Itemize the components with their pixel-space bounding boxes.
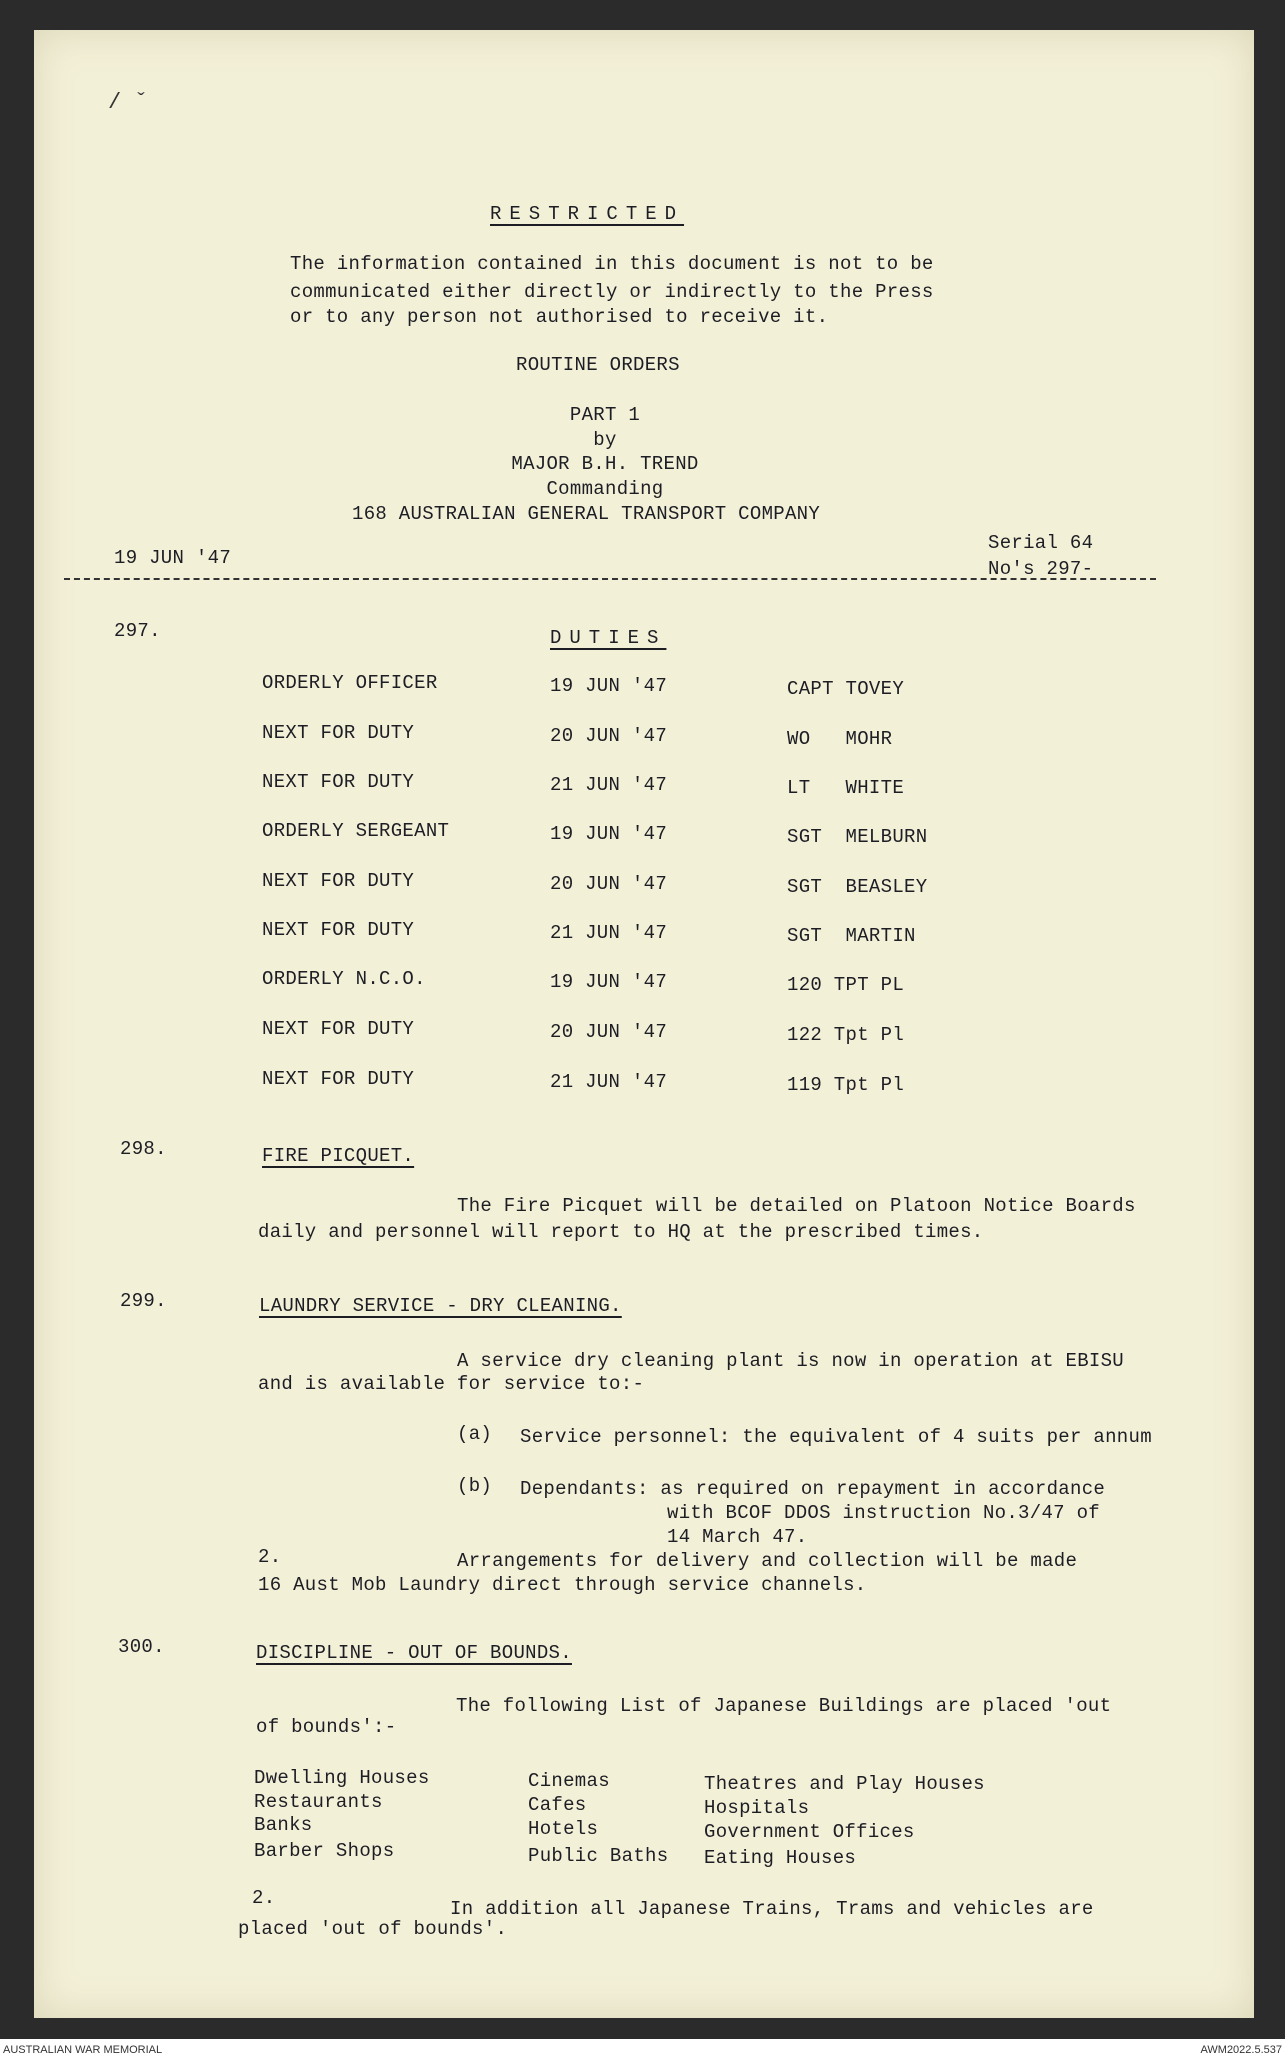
order-number-299: 299. [120, 1290, 167, 1312]
list-item: Restaurants [254, 1791, 383, 1813]
duty-date: 21 JUN '47 [550, 922, 668, 944]
duty-role: NEXT FOR DUTY [262, 919, 415, 941]
duty-role: ORDERLY SERGEANT [262, 820, 450, 842]
list-item: Theatres and Play Houses [704, 1773, 985, 1795]
discipline-para-2-number: 2. [252, 1887, 276, 1909]
list-item: Public Baths [528, 1845, 669, 1867]
duty-role: NEXT FOR DUTY [262, 870, 415, 892]
notice-line-3: or to any person not authorised to receive it. [290, 306, 829, 328]
separator-line [64, 578, 1156, 580]
duty-date: 21 JUN '47 [550, 774, 668, 796]
duty-date: 20 JUN '47 [550, 873, 668, 895]
list-item: Eating Houses [704, 1847, 857, 1869]
duties-heading: DUTIES [550, 627, 667, 649]
duty-role: NEXT FOR DUTY [262, 771, 415, 793]
order-number-298: 298. [120, 1138, 167, 1160]
duty-name: 120 TPT PL [787, 974, 905, 996]
fire-picquet-heading: FIRE PICQUET. [262, 1145, 415, 1167]
laundry-intro-1: A service dry cleaning plant is now in operation at EBISU [457, 1350, 1125, 1372]
order-numbers: No's 297- [988, 558, 1094, 580]
footer-source: AUSTRALIAN WAR MEMORIAL [3, 2044, 163, 2056]
duty-date: 19 JUN '47 [550, 971, 668, 993]
list-item: Banks [254, 1814, 313, 1836]
part-label: PART 1 [569, 404, 641, 426]
fire-picquet-line-2: daily and personnel will report to HQ at the prescribed times. [258, 1221, 984, 1243]
list-item: Cinemas [528, 1770, 610, 1792]
discipline-intro-2: of bounds':- [256, 1716, 397, 1738]
list-item: Cafes [528, 1794, 587, 1816]
duty-name: 122 Tpt Pl [787, 1024, 905, 1046]
duty-date: 20 JUN '47 [550, 725, 668, 747]
archive-footer [0, 2039, 1285, 2061]
duty-role: NEXT FOR DUTY [262, 722, 415, 744]
laundry-heading: LAUNDRY SERVICE - DRY CLEANING. [259, 1295, 622, 1317]
duty-date: 19 JUN '47 [550, 823, 668, 845]
list-item: Government Offices [704, 1821, 915, 1843]
laundry-intro-2: and is available for service to:- [258, 1373, 645, 1395]
duty-name: SGT MARTIN [787, 925, 916, 947]
laundry-para-2-number: 2. [258, 1546, 282, 1568]
serial-number: Serial 64 [988, 532, 1094, 554]
duty-role: ORDERLY OFFICER [262, 672, 438, 694]
list-item: Dwelling Houses [254, 1767, 430, 1789]
duty-date: 19 JUN '47 [550, 675, 668, 697]
duty-role: NEXT FOR DUTY [262, 1018, 415, 1040]
notice-line-2: communicated either directly or indirectly to the Press [290, 281, 934, 303]
duty-role: NEXT FOR DUTY [262, 1068, 415, 1090]
duty-role: ORDERLY N.C.O. [262, 968, 426, 990]
commanding-label: Commanding [546, 478, 664, 500]
discipline-para-2-line-2: placed 'out of bounds'. [238, 1918, 508, 1940]
footer-reference: AWM2022.5.537 [1200, 2044, 1282, 2056]
duty-date: 20 JUN '47 [550, 1021, 668, 1043]
unit-name: 168 AUSTRALIAN GENERAL TRANSPORT COMPANY [352, 503, 821, 525]
discipline-heading: DISCIPLINE - OUT OF BOUNDS. [256, 1642, 572, 1664]
laundry-item-b-label: (b) [457, 1475, 493, 1497]
document-title: ROUTINE ORDERS [516, 354, 680, 376]
fire-picquet-line-1: The Fire Picquet will be detailed on Platoon Notice Boards [457, 1195, 1136, 1217]
duty-name: SGT BEASLEY [787, 876, 928, 898]
laundry-item-b-text-1: Dependants: as required on repayment in accordance [520, 1478, 1106, 1500]
duty-name: CAPT TOVEY [787, 678, 905, 700]
discipline-intro-1: The following List of Japanese Buildings are placed 'out [456, 1695, 1112, 1717]
list-item: Hotels [528, 1818, 599, 1840]
order-number-297: 297. [114, 620, 161, 642]
restricted-heading: RESTRICTED [490, 203, 685, 225]
order-number-300: 300. [118, 1636, 165, 1658]
laundry-item-b-text-3: 14 March 47. [667, 1526, 808, 1548]
list-item: Barber Shops [254, 1840, 395, 1862]
duty-name: LT WHITE [787, 777, 905, 799]
laundry-item-b-text-2: with BCOF DDOS instruction No.3/47 of [667, 1502, 1100, 1524]
by-label: by [593, 429, 617, 451]
discipline-para-2-line-1: In addition all Japanese Trains, Trams and vehicles are [450, 1898, 1094, 1920]
list-item: Hospitals [704, 1797, 810, 1819]
laundry-item-a-label: (a) [457, 1423, 493, 1445]
document-date: 19 JUN '47 [114, 547, 232, 569]
duty-name: SGT MELBURN [787, 826, 928, 848]
laundry-item-a-text: Service personnel: the equivalent of 4 suits per annum [520, 1426, 1152, 1448]
laundry-para-2-line-2: 16 Aust Mob Laundry direct through service channels. [258, 1574, 867, 1596]
officer-name: MAJOR B.H. TREND [511, 453, 699, 475]
pencil-mark-icon: / ˇ [108, 90, 148, 115]
duty-date: 21 JUN '47 [550, 1071, 668, 1093]
notice-line-1: The information contained in this document is not to be [290, 253, 934, 275]
duty-name: 119 Tpt Pl [787, 1074, 905, 1096]
laundry-para-2-line-1: Arrangements for delivery and collection will be made [457, 1550, 1078, 1572]
duty-name: WO MOHR [787, 728, 893, 750]
